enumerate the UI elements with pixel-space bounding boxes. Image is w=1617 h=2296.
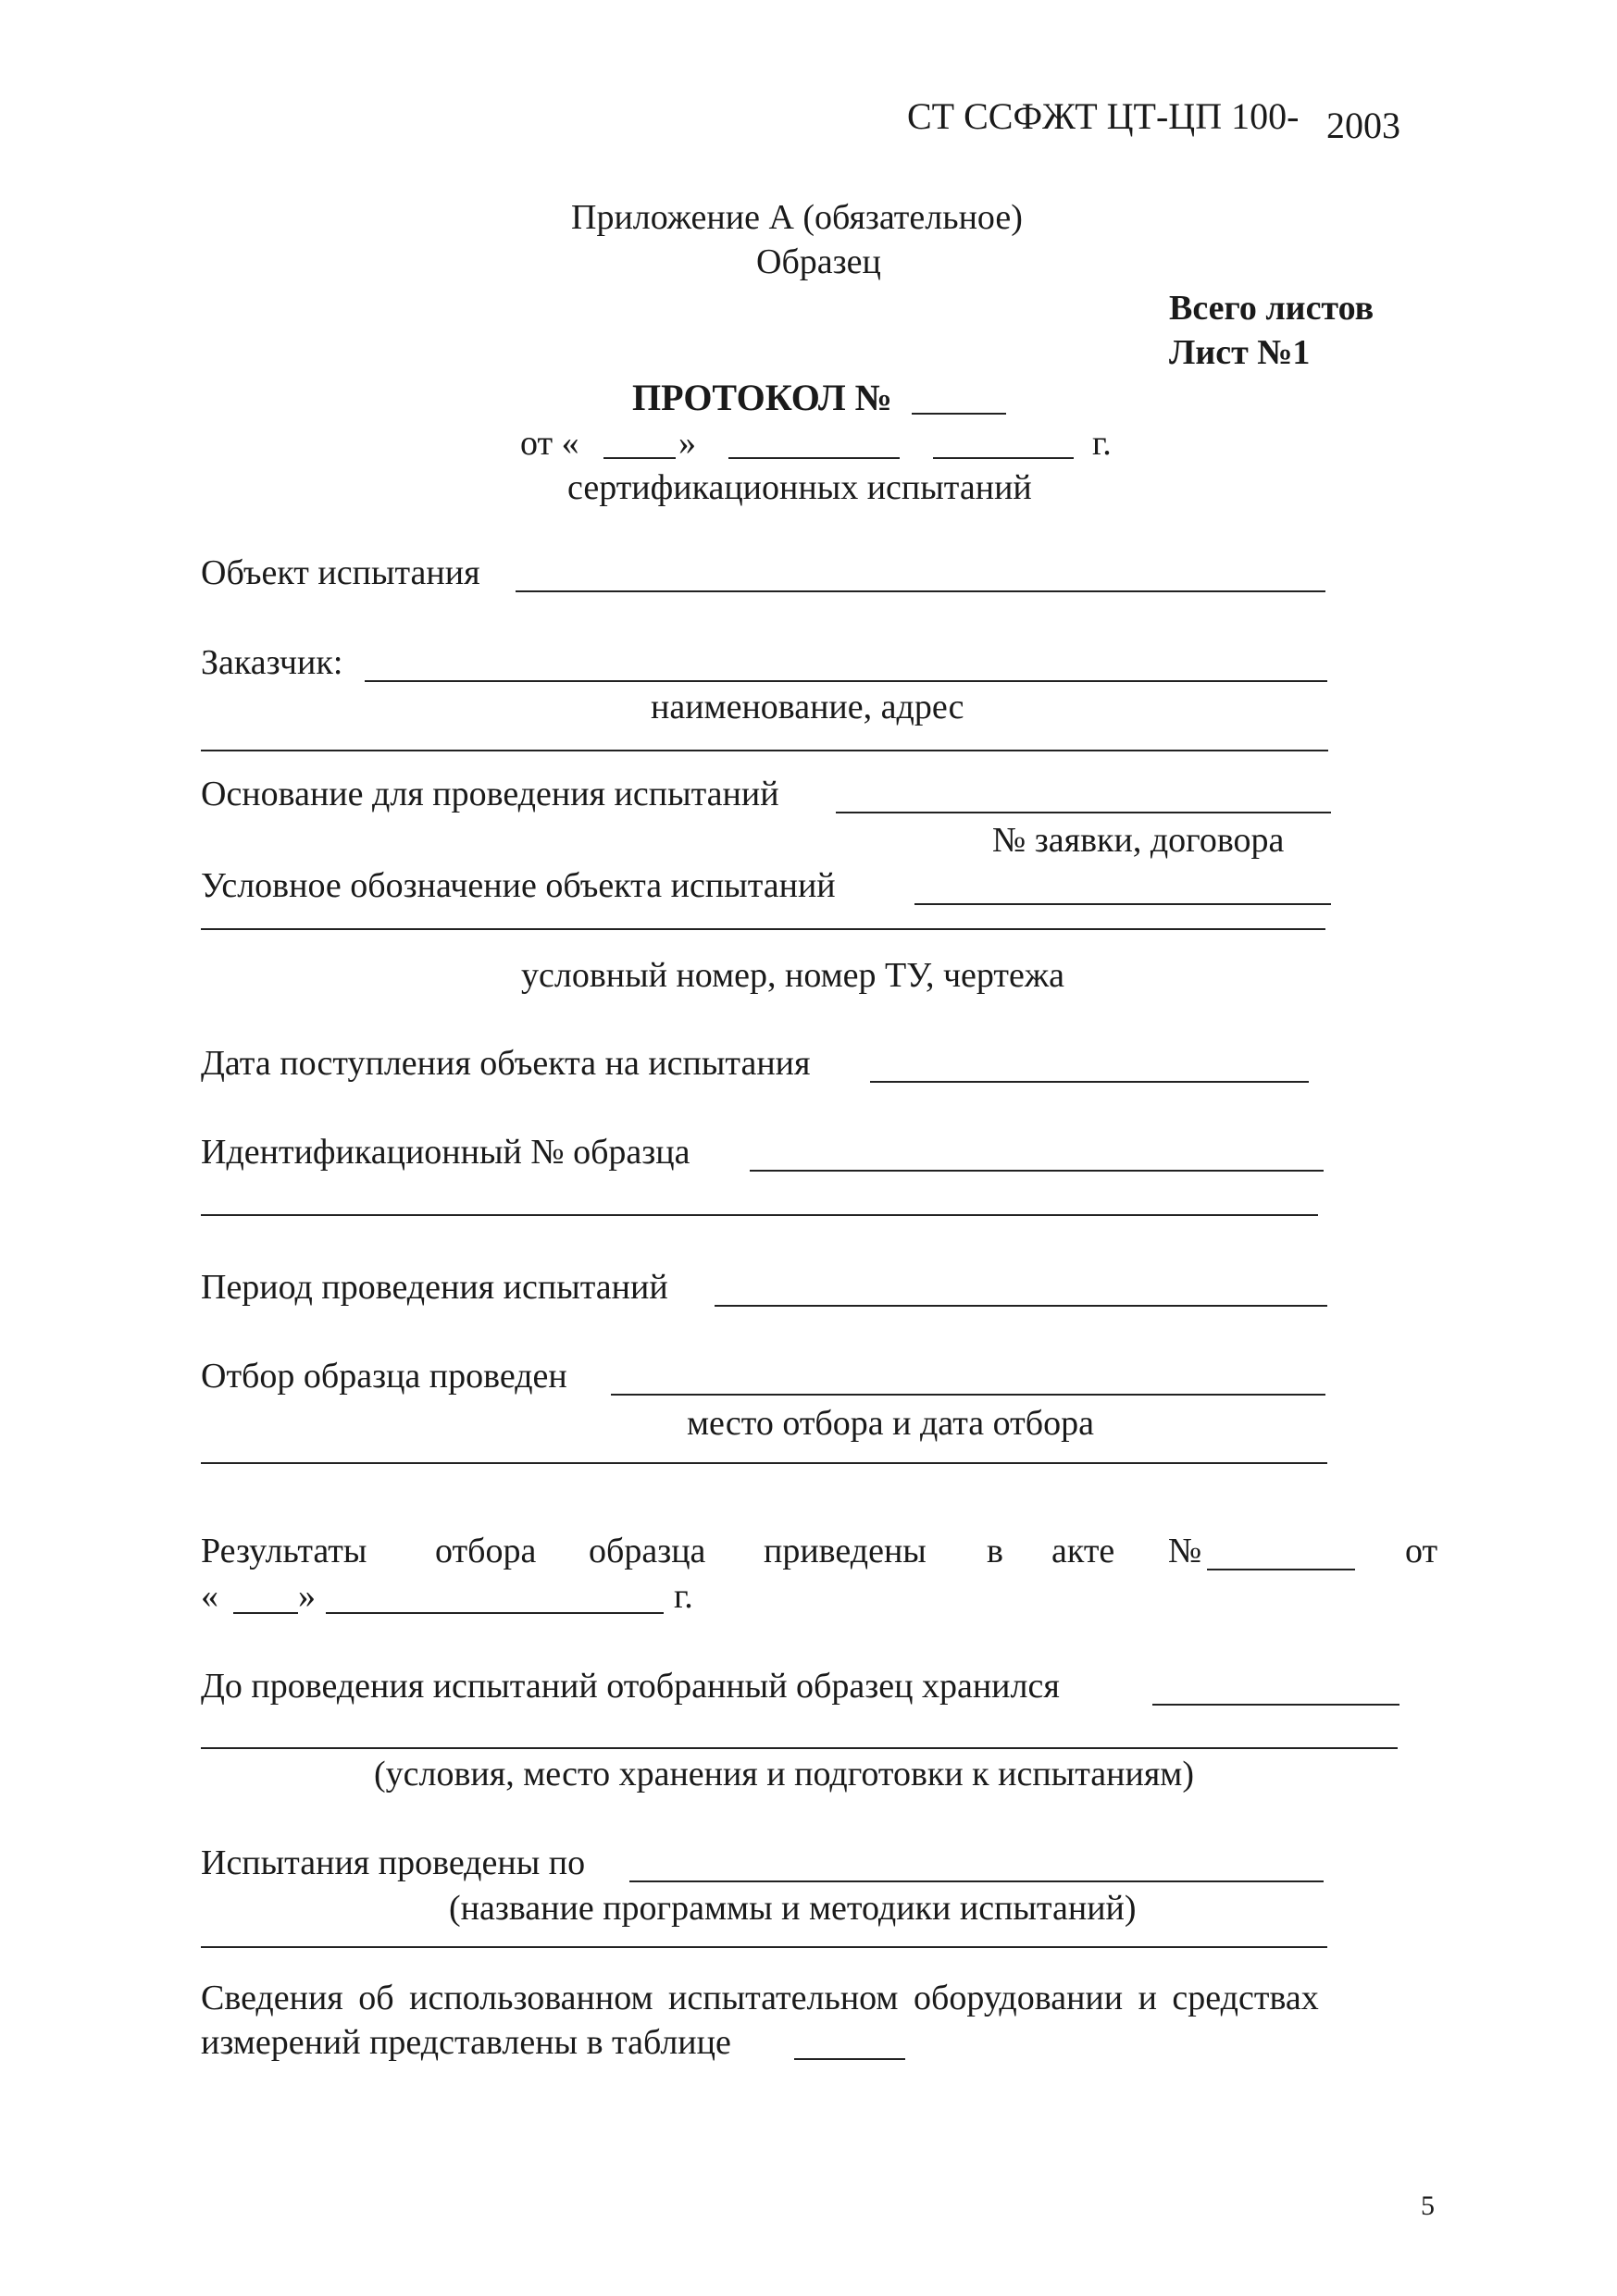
storage-field-line2[interactable]: [201, 1747, 1398, 1749]
protocol-date-from: от «: [520, 424, 579, 463]
protocol-title: ПРОТОКОЛ №: [632, 377, 892, 418]
test-period-field[interactable]: [715, 1305, 1327, 1307]
standard-code: СТ ССФЖТ ЦТ-ЦП 100-: [907, 95, 1300, 137]
results-day-field[interactable]: [233, 1612, 298, 1614]
tests-by-field-line2[interactable]: [201, 1946, 1327, 1948]
results-from-label: от: [1405, 1532, 1438, 1570]
equipment-table-number-field[interactable]: [794, 2058, 905, 2060]
test-object-field[interactable]: [516, 590, 1325, 592]
standard-year: 2003: [1326, 105, 1400, 146]
results-word-7: №: [1168, 1532, 1202, 1570]
storage-label: До проведения испытаний отобранный образец хранился: [201, 1667, 1060, 1706]
annex-title: Приложение А (обязательное): [571, 198, 1023, 237]
results-word-6: акте: [1051, 1532, 1115, 1570]
customer-hint: наименование, адрес: [651, 688, 964, 726]
sampling-hint: место отбора и дата отбора: [687, 1404, 1094, 1443]
results-year-suffix: г.: [674, 1577, 693, 1616]
sheet-number-label: Лист №1: [1169, 333, 1311, 372]
sample-id-field[interactable]: [750, 1170, 1324, 1172]
sample-id-field-line2[interactable]: [201, 1214, 1318, 1216]
results-date-close-quote: »: [298, 1577, 316, 1616]
sampling-field[interactable]: [611, 1394, 1325, 1396]
equipment-text-line2: измерений представлены в таблице: [201, 2023, 731, 2062]
basis-hint: № заявки, договора: [992, 821, 1285, 860]
protocol-month-blank[interactable]: [728, 457, 900, 459]
protocol-number-blank[interactable]: [912, 413, 1006, 415]
protocol-subtitle: сертификационных испытаний: [567, 468, 1032, 507]
results-word-5: в: [987, 1532, 1003, 1570]
results-date-open-quote: «: [201, 1577, 218, 1616]
customer-label: Заказчик:: [201, 643, 343, 682]
results-month-year-field[interactable]: [326, 1612, 664, 1614]
sheets-total-label: Всего листов: [1169, 289, 1374, 328]
receipt-date-field[interactable]: [870, 1081, 1309, 1083]
equipment-text-line1: Сведения об использованном испытательном оборудовании и средствах: [201, 1979, 1319, 2017]
sample-id-label: Идентификационный № образца: [201, 1133, 690, 1172]
storage-hint: (условия, место хранения и подготовки к испытаниям): [374, 1755, 1195, 1793]
results-word-4: приведены: [764, 1532, 927, 1570]
protocol-year-blank[interactable]: [933, 457, 1074, 459]
designation-field[interactable]: [914, 903, 1331, 905]
sampling-label: Отбор образца проведен: [201, 1357, 567, 1396]
annex-sample-label: Образец: [756, 242, 881, 281]
tests-by-field[interactable]: [629, 1880, 1324, 1882]
storage-field[interactable]: [1152, 1704, 1399, 1706]
designation-label: Условное обозначение объекта испытаний: [201, 866, 836, 905]
test-period-label: Период проведения испытаний: [201, 1268, 668, 1307]
customer-field[interactable]: [365, 680, 1327, 682]
sampling-field-line2[interactable]: [201, 1462, 1327, 1464]
designation-hint: условный номер, номер ТУ, чертежа: [521, 956, 1065, 995]
test-object-label: Объект испытания: [201, 553, 480, 592]
tests-by-label: Испытания проведены по: [201, 1843, 586, 1882]
protocol-date-close-quote: »: [678, 424, 696, 463]
results-act-number-field[interactable]: [1207, 1569, 1355, 1570]
results-word-2: отбора: [435, 1532, 537, 1570]
results-word-1: Результаты: [201, 1532, 367, 1570]
receipt-date-label: Дата поступления объекта на испытания: [201, 1044, 811, 1083]
tests-by-hint: (название программы и методики испытаний): [449, 1889, 1137, 1928]
results-word-3: образца: [589, 1532, 706, 1570]
basis-field[interactable]: [836, 812, 1331, 813]
customer-field-line2[interactable]: [201, 750, 1328, 751]
designation-field-line2[interactable]: [201, 928, 1325, 930]
protocol-year-suffix: г.: [1092, 424, 1112, 463]
basis-label: Основание для проведения испытаний: [201, 775, 779, 813]
page-number: 5: [1421, 2191, 1435, 2221]
protocol-day-blank[interactable]: [603, 457, 676, 459]
